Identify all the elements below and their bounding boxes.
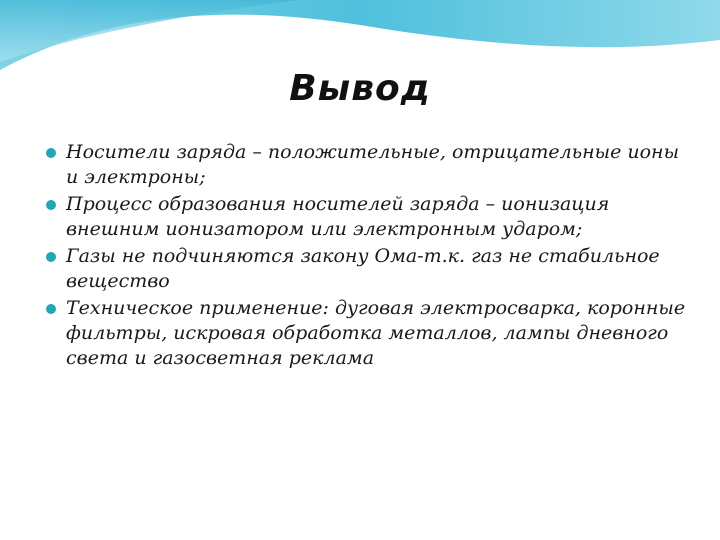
bullet-text: Носители заряда – положительные, отрицательные ионы и электроны; xyxy=(66,141,680,188)
bullet-list xyxy=(44,140,694,373)
slide-title: Вывод xyxy=(289,68,431,109)
bullet-item xyxy=(44,296,694,371)
bullet-text: Техническое применение: дуговая электросварка, коронные фильтры, искровая обработка металлов, лампы дневного света и газосветная реклама xyxy=(66,297,686,369)
bullet-item xyxy=(44,244,694,294)
bullet-item xyxy=(44,192,694,242)
bullet-dot-icon xyxy=(46,304,56,314)
bullet-item xyxy=(44,140,694,190)
bullet-text: Процесс образования носителей заряда – ионизация внешним ионизатором или электронным ударом; xyxy=(66,193,610,240)
bullet-text: Газы не подчиняются закону Ома-т.к. газ не стабильное вещество xyxy=(66,245,660,292)
bullet-dot-icon xyxy=(46,252,56,262)
bullet-dot-icon xyxy=(46,200,56,210)
bullet-dot-icon xyxy=(46,148,56,158)
